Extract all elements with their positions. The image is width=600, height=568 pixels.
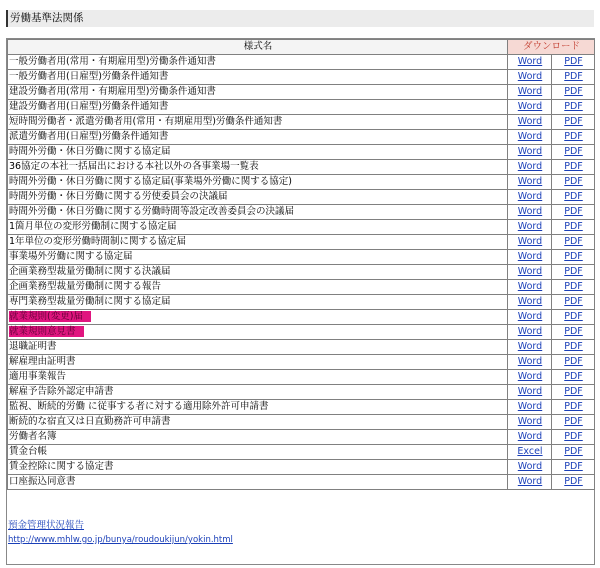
download-cell (508, 115, 552, 130)
pdf-download-link[interactable]: PDF (564, 281, 583, 292)
download-cell (508, 235, 552, 250)
pdf-download-link[interactable]: PDF (564, 146, 583, 157)
download-cell (508, 70, 552, 85)
table-row (8, 70, 595, 85)
form-name: 賃金控除に関する協定書 (9, 461, 114, 472)
pdf-download-link[interactable]: PDF (564, 326, 583, 337)
table-row (8, 400, 595, 415)
table-row (8, 310, 595, 325)
word-download-link[interactable]: Word (517, 371, 543, 382)
form-name: 解雇予告除外認定申請書 (9, 386, 114, 397)
download-cell (552, 340, 595, 355)
form-name-cell (8, 160, 508, 175)
col-header-form-name: 様式名 (8, 40, 508, 55)
form-name: 労働者名簿 (9, 431, 57, 442)
word-download-link[interactable]: Word (517, 146, 543, 157)
download-cell (508, 445, 552, 460)
download-cell (508, 460, 552, 475)
form-name: 適用事業報告 (9, 371, 67, 382)
table-row (8, 355, 595, 370)
word-download-link[interactable]: Word (517, 176, 543, 187)
download-cell (552, 280, 595, 295)
download-cell (508, 475, 552, 490)
table-row (8, 115, 595, 130)
form-name-cell (8, 265, 508, 280)
download-cell (552, 145, 595, 160)
form-name: 1年単位の変形労働時間制に関する協定届 (9, 236, 187, 247)
word-download-link[interactable]: Word (517, 431, 543, 442)
table-row (8, 175, 595, 190)
word-download-link[interactable]: Word (517, 311, 543, 322)
download-cell (552, 100, 595, 115)
form-name: 時間外労働・休日労働に関する協定届 (9, 146, 171, 157)
table-row (8, 370, 595, 385)
table-row (8, 85, 595, 100)
download-cell (508, 250, 552, 265)
table-row (8, 130, 595, 145)
form-name: 36協定の本社一括届出における本社以外の各事業場一覧表 (9, 161, 259, 172)
download-cell (508, 280, 552, 295)
col-header-download: ダウンロード (508, 40, 595, 55)
form-name-cell (8, 85, 508, 100)
section-title: 労働基準法関係 (6, 10, 594, 27)
form-name: 断続的な宿直又は日直勤務許可申請書 (9, 416, 171, 427)
download-cell (552, 175, 595, 190)
pdf-download-link[interactable]: PDF (564, 296, 583, 307)
table-row (8, 475, 595, 490)
word-download-link[interactable]: Word (517, 401, 543, 412)
table-row (8, 460, 595, 475)
table-row (8, 55, 595, 70)
table-row (8, 145, 595, 160)
word-download-link[interactable]: Word (517, 86, 543, 97)
form-name: 一般労働者用(日雇型)労働条件通知書 (9, 71, 169, 82)
form-name-cell (8, 280, 508, 295)
download-cell (552, 430, 595, 445)
form-name: 専門業務型裁量労働制に関する協定届 (9, 296, 171, 307)
form-name-cell (8, 460, 508, 475)
word-download-link[interactable]: Word (517, 221, 543, 232)
form-name: 一般労働者用(常用・有期雇用型)労働条件通知書 (9, 56, 216, 67)
pdf-download-link[interactable]: PDF (564, 116, 583, 127)
download-cell (508, 190, 552, 205)
form-name-cell (8, 400, 508, 415)
pdf-download-link[interactable]: PDF (564, 461, 583, 472)
download-cell (552, 205, 595, 220)
form-name: 時間外労働・休日労働に関する労働時間等設定改善委員会の決議届 (9, 206, 295, 217)
form-name-cell (8, 100, 508, 115)
download-cell (508, 55, 552, 70)
download-cell (508, 340, 552, 355)
form-name-cell (8, 250, 508, 265)
download-cell (552, 415, 595, 430)
word-download-link[interactable]: Word (517, 191, 543, 202)
download-cell (508, 430, 552, 445)
table-row (8, 295, 595, 310)
download-cell (552, 295, 595, 310)
table-row (8, 430, 595, 445)
word-download-link[interactable]: Word (517, 206, 543, 217)
download-cell (552, 70, 595, 85)
word-download-link[interactable]: Word (517, 476, 543, 487)
pdf-download-link[interactable]: PDF (564, 71, 583, 82)
word-download-link[interactable]: Word (517, 266, 543, 277)
download-cell (552, 55, 595, 70)
download-cell (508, 85, 552, 100)
pdf-download-link[interactable]: PDF (564, 251, 583, 262)
deposit-report-url-link[interactable]: http://www.mhlw.go.jp/bunya/roudoukijun/yokin.html (8, 535, 233, 545)
form-name-cell (8, 325, 508, 340)
table-row (8, 445, 595, 460)
table-row (8, 415, 595, 430)
download-cell (552, 115, 595, 130)
table-row (8, 265, 595, 280)
download-cell (508, 130, 552, 145)
form-name-cell (8, 235, 508, 250)
form-name-cell (8, 340, 508, 355)
download-cell (508, 295, 552, 310)
download-cell (508, 385, 552, 400)
form-name-cell (8, 445, 508, 460)
download-cell (508, 220, 552, 235)
download-cell (552, 445, 595, 460)
form-name: 1箇月単位の変形労働制に関する協定届 (9, 221, 177, 232)
word-download-link[interactable]: Word (517, 461, 543, 472)
footer (8, 519, 233, 547)
pdf-download-link[interactable]: PDF (564, 476, 583, 487)
table-row (8, 280, 595, 295)
form-name-cell (8, 475, 508, 490)
form-name-cell (8, 370, 508, 385)
word-download-link[interactable]: Word (517, 116, 543, 127)
download-cell (508, 415, 552, 430)
form-name-cell (8, 145, 508, 160)
download-cell (508, 370, 552, 385)
table-row (8, 190, 595, 205)
download-cell (552, 250, 595, 265)
table-row (8, 340, 595, 355)
pdf-download-link[interactable]: PDF (564, 446, 583, 457)
pdf-download-link[interactable]: PDF (564, 191, 583, 202)
word-download-link[interactable]: Word (517, 161, 543, 172)
form-name-cell (8, 55, 508, 70)
pdf-download-link[interactable]: PDF (564, 371, 583, 382)
forms-table (7, 39, 595, 490)
form-name-cell (8, 115, 508, 130)
form-name-cell (8, 430, 508, 445)
table-row (8, 220, 595, 235)
pdf-download-link[interactable]: PDF (564, 221, 583, 232)
download-cell (552, 475, 595, 490)
form-name: 賃金台帳 (9, 446, 48, 457)
pdf-download-link[interactable]: PDF (564, 176, 583, 187)
pdf-download-link[interactable]: PDF (564, 86, 583, 97)
download-cell (508, 145, 552, 160)
form-name-cell (8, 70, 508, 85)
download-cell (552, 130, 595, 145)
pdf-download-link[interactable]: PDF (564, 266, 583, 277)
word-download-link[interactable]: Word (517, 356, 543, 367)
form-name: 企画業務型裁量労働制に関する報告 (9, 281, 162, 292)
word-download-link[interactable]: Word (517, 236, 543, 247)
excel-download-link[interactable]: Excel (517, 446, 543, 457)
download-cell (508, 100, 552, 115)
form-name: 建設労働者用(日雇型)労働条件通知書 (9, 101, 169, 112)
download-cell (552, 85, 595, 100)
table-row (8, 100, 595, 115)
form-name: 時間外労働・休日労働に関する協定届(事業場外労働に関する協定) (9, 176, 292, 187)
download-cell (552, 460, 595, 475)
download-cell (552, 385, 595, 400)
download-cell (552, 370, 595, 385)
table-row (8, 205, 595, 220)
table-header-row (8, 40, 595, 55)
form-name: 就業規則(変更)届 (9, 311, 91, 322)
form-name: 事業場外労働に関する協定届 (9, 251, 133, 262)
form-name: 就業規則意見書 (9, 326, 84, 337)
form-name-cell (8, 190, 508, 205)
form-name: 短時間労働者・派遣労働者用(常用・有期雇用型)労働条件通知書 (9, 116, 283, 127)
download-cell (552, 235, 595, 250)
pdf-download-link[interactable]: PDF (564, 341, 583, 352)
form-name-cell (8, 355, 508, 370)
deposit-report-link[interactable]: 預金管理状況報告 (8, 520, 85, 531)
pdf-download-link[interactable]: PDF (564, 356, 583, 367)
pdf-download-link[interactable]: PDF (564, 416, 583, 427)
word-download-link[interactable]: Word (517, 281, 543, 292)
pdf-download-link[interactable]: PDF (564, 401, 583, 412)
download-cell (552, 355, 595, 370)
download-cell (508, 265, 552, 280)
pdf-download-link[interactable]: PDF (564, 206, 583, 217)
pdf-download-link[interactable]: PDF (564, 161, 583, 172)
download-cell (508, 175, 552, 190)
form-name: 退職証明書 (9, 341, 57, 352)
download-cell (508, 310, 552, 325)
word-download-link[interactable]: Word (517, 416, 543, 427)
form-name: 口座振込同意書 (9, 476, 76, 487)
form-name-cell (8, 205, 508, 220)
form-name: 解雇理由証明書 (9, 356, 76, 367)
word-download-link[interactable]: Word (517, 296, 543, 307)
word-download-link[interactable]: Word (517, 131, 543, 142)
download-cell (552, 310, 595, 325)
word-download-link[interactable]: Word (517, 386, 543, 397)
table-row (8, 385, 595, 400)
download-cell (552, 265, 595, 280)
form-name: 建設労働者用(常用・有期雇用型)労働条件通知書 (9, 86, 216, 97)
word-download-link[interactable]: Word (517, 326, 543, 337)
form-name: 監視、断続的労働 に従事する者に対する適用除外許可申請書 (9, 401, 269, 412)
form-name: 派遣労働者用(日雇型)労働条件通知書 (9, 131, 169, 142)
download-cell (552, 220, 595, 235)
pdf-download-link[interactable]: PDF (564, 431, 583, 442)
download-cell (552, 325, 595, 340)
word-download-link[interactable]: Word (517, 101, 543, 112)
pdf-download-link[interactable]: PDF (564, 56, 583, 67)
word-download-link[interactable]: Word (517, 341, 543, 352)
word-download-link[interactable]: Word (517, 56, 543, 67)
form-name-cell (8, 415, 508, 430)
table-row (8, 250, 595, 265)
word-download-link[interactable]: Word (517, 71, 543, 82)
form-name: 時間外労働・休日労働に関する労使委員会の決議届 (9, 191, 228, 202)
form-name: 企画業務型裁量労働制に関する決議届 (9, 266, 171, 277)
form-name-cell (8, 295, 508, 310)
download-cell (508, 400, 552, 415)
download-cell (508, 325, 552, 340)
table-row (8, 325, 595, 340)
download-cell (552, 400, 595, 415)
download-cell (552, 190, 595, 205)
download-cell (508, 205, 552, 220)
table-row (8, 235, 595, 250)
pdf-download-link[interactable]: PDF (564, 311, 583, 322)
pdf-download-link[interactable]: PDF (564, 131, 583, 142)
form-name-cell (8, 175, 508, 190)
pdf-download-link[interactable]: PDF (564, 236, 583, 247)
download-cell (508, 160, 552, 175)
word-download-link[interactable]: Word (517, 251, 543, 262)
pdf-download-link[interactable]: PDF (564, 101, 583, 112)
form-name-cell (8, 385, 508, 400)
download-cell (552, 160, 595, 175)
form-name-cell (8, 310, 508, 325)
download-cell (508, 355, 552, 370)
form-name-cell (8, 220, 508, 235)
table-row (8, 160, 595, 175)
pdf-download-link[interactable]: PDF (564, 386, 583, 397)
form-name-cell (8, 130, 508, 145)
